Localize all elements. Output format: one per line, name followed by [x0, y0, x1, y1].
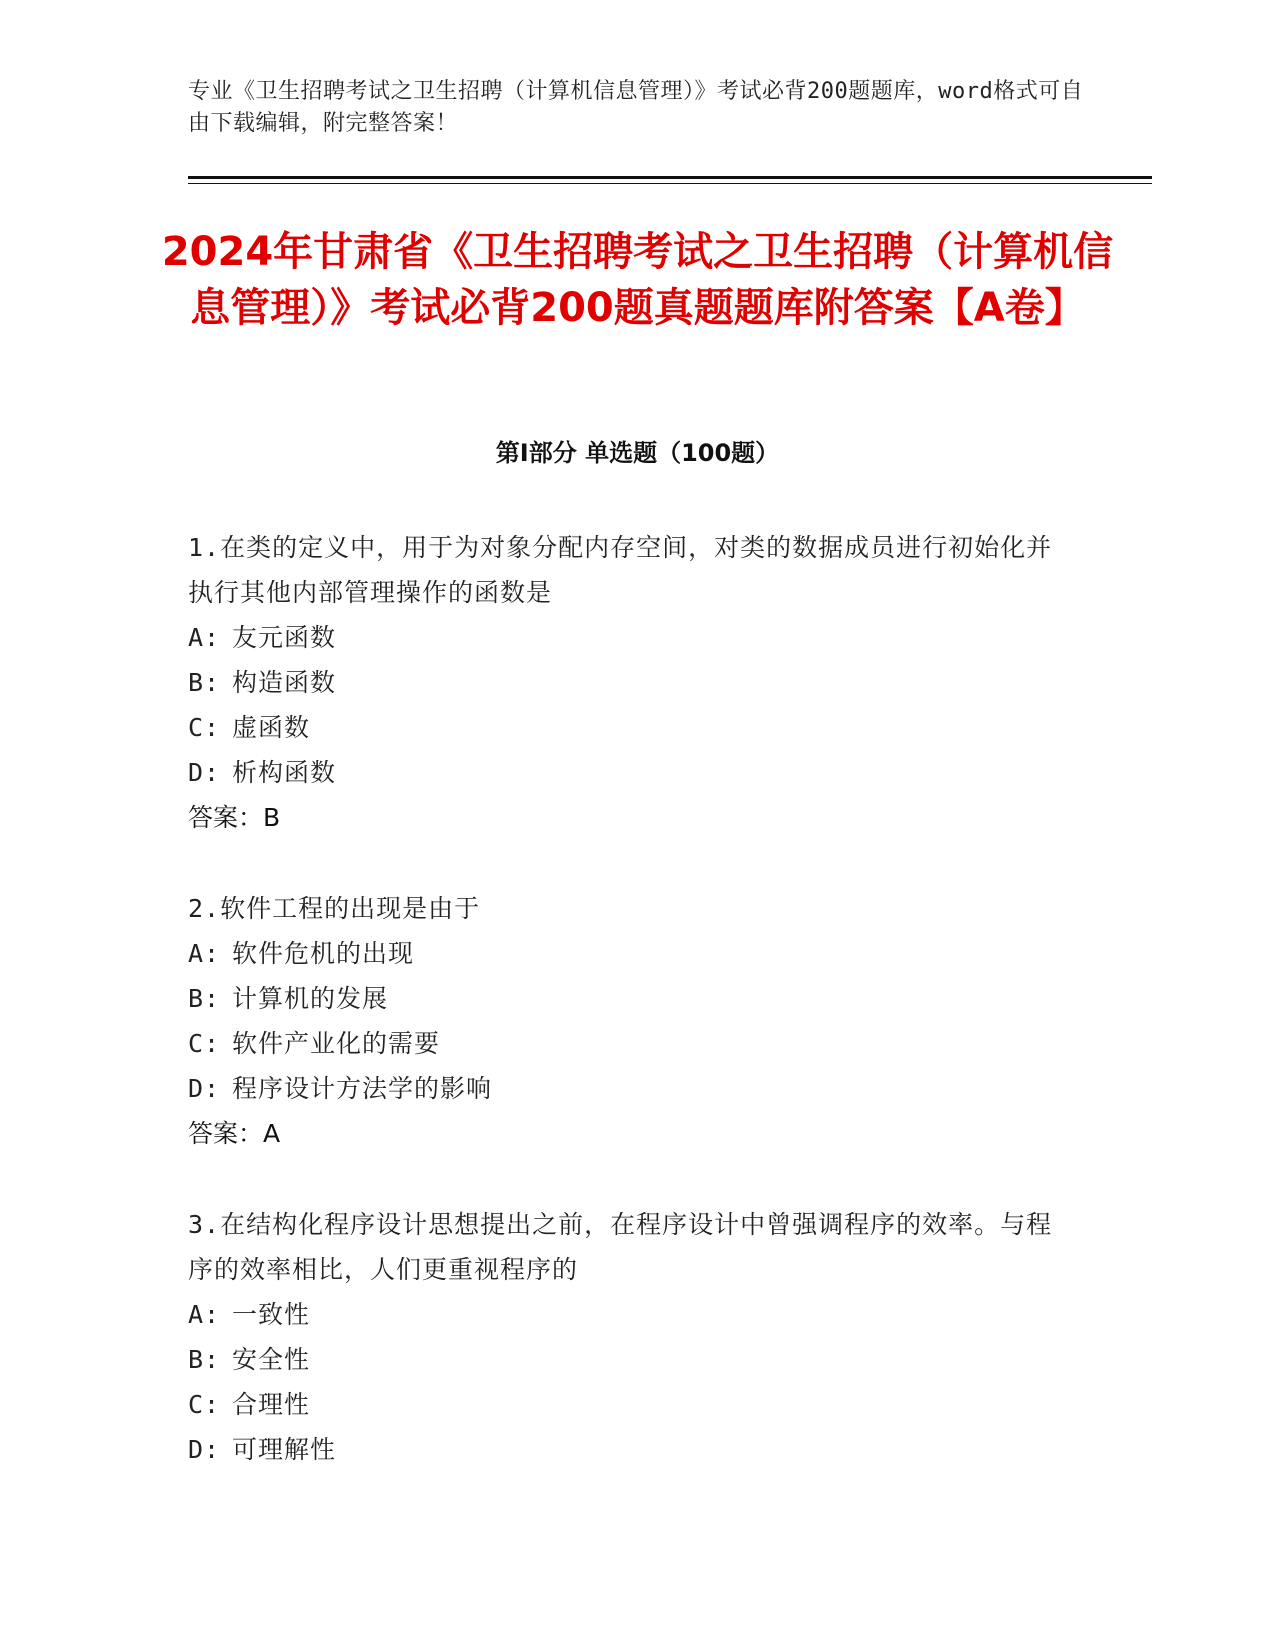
option-letter: A:	[188, 1300, 221, 1329]
option-text: 安全性	[232, 1345, 311, 1374]
option-letter: A:	[188, 623, 221, 652]
option-text: 软件产业化的需要	[232, 1029, 441, 1058]
section-heading: 第Ⅰ部分 单选题（100题）	[495, 439, 780, 467]
question-1	[188, 525, 1068, 840]
option-letter: B:	[188, 984, 221, 1013]
question-3	[188, 1202, 1068, 1472]
option-d	[188, 1066, 1068, 1111]
option-text: 析构函数	[232, 758, 337, 787]
option-letter: C:	[188, 713, 221, 742]
option-d	[188, 750, 1068, 795]
option-letter: D:	[188, 758, 221, 787]
option-d	[188, 1427, 1068, 1472]
option-text: 构造函数	[232, 668, 337, 697]
option-b	[188, 1337, 1068, 1382]
option-a	[188, 1292, 1068, 1337]
option-letter: C:	[188, 1390, 221, 1419]
question-stem: 2.软件工程的出现是由于	[188, 894, 481, 923]
option-a	[188, 615, 1068, 660]
option-c	[188, 705, 1068, 750]
header-note: 专业《卫生招聘考试之卫生招聘（计算机信息管理）》考试必背200题题库，word格式可自由下载编辑，附完整答案！	[188, 79, 1084, 136]
option-text: 程序设计方法学的影响	[232, 1074, 493, 1103]
option-c	[188, 1021, 1068, 1066]
option-text: 计算机的发展	[232, 984, 389, 1013]
question-stem: 1.在类的定义中，用于为对象分配内存空间，对类的数据成员进行初始化并执行其他内部管理操作的函数是	[188, 533, 1053, 607]
option-letter: D:	[188, 1074, 221, 1103]
option-text: 可理解性	[232, 1435, 337, 1464]
option-letter: B:	[188, 668, 221, 697]
option-letter: A:	[188, 939, 221, 968]
option-b	[188, 660, 1068, 705]
option-letter: D:	[188, 1435, 221, 1464]
question-stem: 3.在结构化程序设计思想提出之前，在程序设计中曾强调程序的效率。与程序的效率相比，人们更重视程序的	[188, 1210, 1053, 1284]
option-text: 一致性	[232, 1300, 311, 1329]
option-text: 合理性	[232, 1390, 311, 1419]
option-letter: B:	[188, 1345, 221, 1374]
option-text: 软件危机的出现	[232, 939, 415, 968]
header-divider	[188, 176, 1152, 179]
header-divider-thin	[188, 183, 1152, 184]
option-letter: C:	[188, 1029, 221, 1058]
option-b	[188, 976, 1068, 1021]
answer-line: 答案：A	[188, 1119, 281, 1148]
option-c	[188, 1382, 1068, 1427]
option-text: 虚函数	[232, 713, 311, 742]
document-title: 2024年甘肃省《卫生招聘考试之卫生招聘（计算机信息管理）》考试必背200题真题题库附答案【A卷】	[161, 229, 1114, 331]
question-2	[188, 886, 1068, 1156]
option-a	[188, 931, 1068, 976]
option-text: 友元函数	[232, 623, 337, 652]
answer-line: 答案：B	[188, 803, 281, 832]
